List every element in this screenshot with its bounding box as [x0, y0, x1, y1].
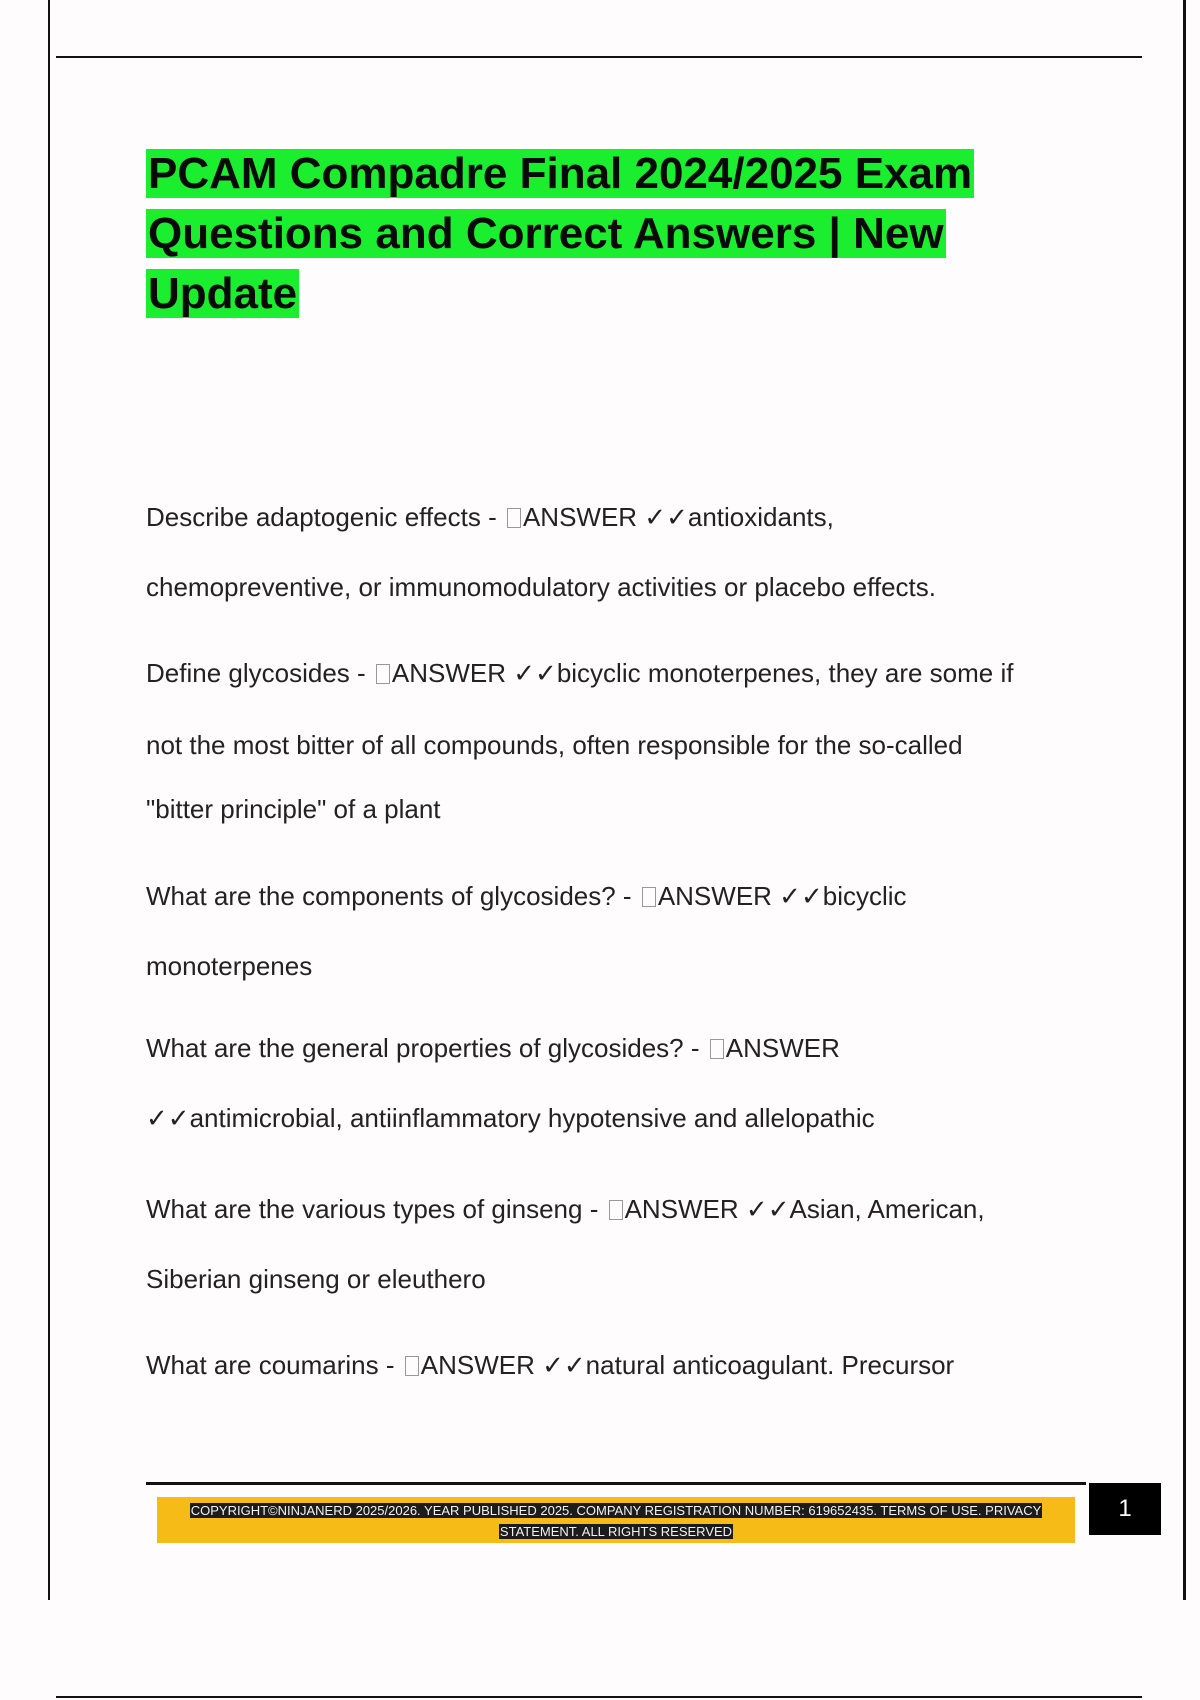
right-border-rule	[1183, 0, 1186, 1600]
document-title	[146, 144, 1106, 324]
qa-line: monoterpenes	[146, 951, 313, 981]
answer-marker: ANSWER ✓✓	[624, 1194, 790, 1224]
qa-line: What are the general properties of glycosides? - ANSWER	[146, 1033, 840, 1063]
footer-copyright	[171, 1500, 1061, 1542]
qa-line: ✓✓antimicrobial, antiinflammatory hypotensive and allelopathic	[146, 1103, 875, 1133]
qa-line: not the most bitter of all compounds, often responsible for the so-called	[146, 730, 963, 760]
qa-line: chemopreventive, or immunomodulatory activities or placebo effects.	[146, 572, 937, 602]
page-number: 1	[1089, 1483, 1161, 1535]
missing-glyph-icon	[507, 508, 521, 528]
answer-marker: ANSWER ✓✓	[657, 881, 823, 911]
missing-glyph-icon	[642, 887, 656, 907]
missing-glyph-icon	[710, 1039, 724, 1059]
qa-line: Describe adaptogenic effects - ANSWER ✓✓antioxidants,	[146, 502, 834, 532]
qa-line: What are the various types of ginseng - ANSWER ✓✓Asian, American,	[146, 1194, 985, 1224]
missing-glyph-icon	[609, 1200, 623, 1220]
bottom-rule	[56, 1696, 1142, 1698]
footer-rule	[146, 1482, 1086, 1485]
title-highlight: PCAM Compadre Final 2024/2025 Exam Questions and Correct Answers | New Update	[148, 149, 973, 318]
qa-line: "bitter principle" of a plant	[146, 794, 441, 824]
footer-copyright-line1: COPYRIGHT©NINJANERD 2025/2026. YEAR PUBLISHED 2025. COMPANY REGISTRATION NUMBER: 619652435. TERMS OF USE. PRIVACY	[190, 1503, 1042, 1518]
left-border-rule	[48, 0, 50, 1600]
qa-line: Siberian ginseng or eleuthero	[146, 1264, 486, 1294]
missing-glyph-icon	[376, 664, 390, 684]
top-rule	[56, 56, 1142, 58]
qa-line: What are the components of glycosides? - ANSWER ✓✓bicyclic	[146, 881, 907, 911]
answer-marker: ANSWER ✓✓	[420, 1350, 586, 1380]
missing-glyph-icon	[405, 1356, 419, 1376]
qa-line: What are coumarins - ANSWER ✓✓natural anticoagulant. Precursor	[146, 1350, 955, 1380]
answer-marker: ANSWER ✓✓	[391, 658, 557, 688]
answer-marker: ANSWER ✓✓	[522, 502, 688, 532]
footer-copyright-line2: STATEMENT. ALL RIGHTS RESERVED	[499, 1524, 733, 1539]
qa-line: Define glycosides - ANSWER ✓✓bicyclic monoterpenes, they are some if	[146, 658, 1014, 688]
